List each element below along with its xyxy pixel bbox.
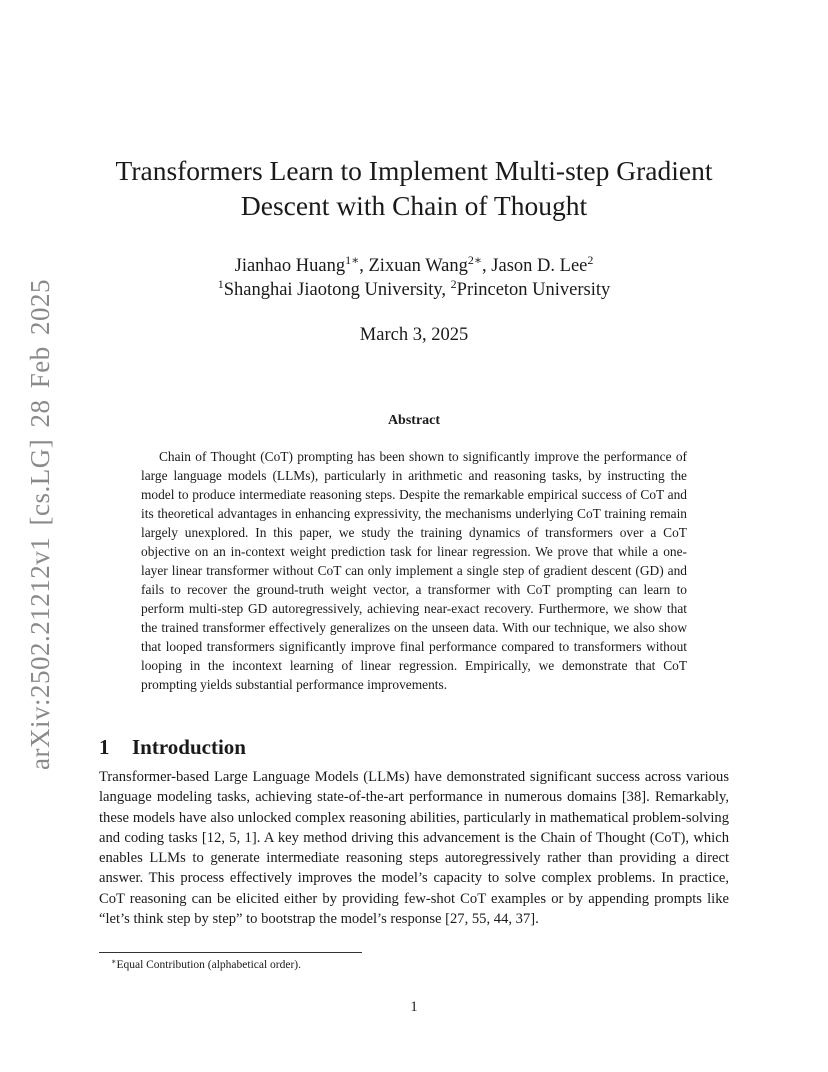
paper-title	[100, 153, 728, 223]
footnote	[111, 958, 301, 972]
arxiv-identifier-text: arXiv:2502.21212v1 [cs.LG] 28 Feb 2025	[24, 278, 55, 770]
page-number: 1	[410, 999, 418, 1015]
abstract-heading: Abstract	[387, 413, 441, 428]
introduction-paragraph: Transformer-based Large Language Models (LLMs) have demonstrated significant success across various language modeling tasks, achieving state-of-the-art performance in numerous domains [38]. Remarkably, these models have also unlocked complex reasoning abilities, particularly in mathematical problem-solving and coding tasks [12, 5, 1]. A key method driving this advancement is the Chain of Thought (CoT), which enables LLMs to generate intermediate reasoning steps autoregressively rather than providing a direct answer. This process effectively improves the model’s capacity to solve complex problems. In practice, CoT reasoning can be elicited either by providing few-shot CoT examples or by appending prompts like “let’s think step by step” to bootstrap the model’s response [27, 55, 44, 37].	[99, 769, 729, 928]
arxiv-identifier-stamp	[23, 278, 57, 770]
paper-title-line-1: Transformers Learn to Implement Multi-step Gradient	[115, 155, 713, 186]
author-names	[100, 254, 728, 278]
author-1-name: Jianhao Huang	[234, 256, 346, 276]
section-number: 1	[99, 735, 110, 759]
author-block	[100, 254, 728, 302]
footnote-divider	[99, 952, 362, 953]
section-heading-introduction	[99, 733, 246, 761]
author-3-name: , Jason D. Lee	[482, 256, 588, 276]
affiliation-1-mark: 1	[217, 277, 224, 291]
affiliation-2-name: Princeton University	[456, 280, 611, 300]
footnote-text: Equal Contribution (alphabetical order).	[116, 959, 302, 971]
author-affiliations	[100, 278, 728, 302]
author-3-affiliation-mark: 2	[587, 253, 594, 267]
affiliation-2-mark: 2	[450, 277, 457, 291]
section-title: Introduction	[132, 735, 246, 759]
author-2-affiliation-mark: 2∗	[467, 253, 483, 267]
author-2-name: , Zixuan Wang	[359, 256, 468, 276]
footnote-mark: ∗	[111, 957, 117, 966]
author-1-affiliation-mark: 1∗	[345, 253, 360, 267]
paper-title-line-2: Descent with Chain of Thought	[240, 190, 588, 221]
publication-date: March 3, 2025	[359, 325, 469, 345]
affiliation-1-name: Shanghai Jiaotong University,	[223, 280, 451, 300]
abstract-text: Chain of Thought (CoT) prompting has been shown to significantly improve the performance of large language models (LLMs), particularly in arithmetic and reasoning tasks, by instructing the model to produce intermediate reasoning steps. Despite the remarkable empirical success of CoT and its theoretical advantages in enhancing expressivity, the mechanisms underlying CoT training remain largely unexplored. In this paper, we study the training dynamics of transformers over a CoT objective on an in-context weight prediction task for linear regression. We prove that while a one-layer linear transformer without CoT can only implement a single step of gradient descent (GD) and fails to recover the ground-truth weight vector, a transformer with CoT prompting can learn to perform multi-step GD autoregressively, achieving near-exact recovery. Furthermore, we show that the trained transformer effectively generalizes on the unseen data. With our technique, we also show that looped transformers significantly improve final performance compared to transformers without looping in the incontext learning of linear regression. Empirically, we demonstrate that CoT prompting yields substantial performance improvements.	[141, 449, 687, 692]
